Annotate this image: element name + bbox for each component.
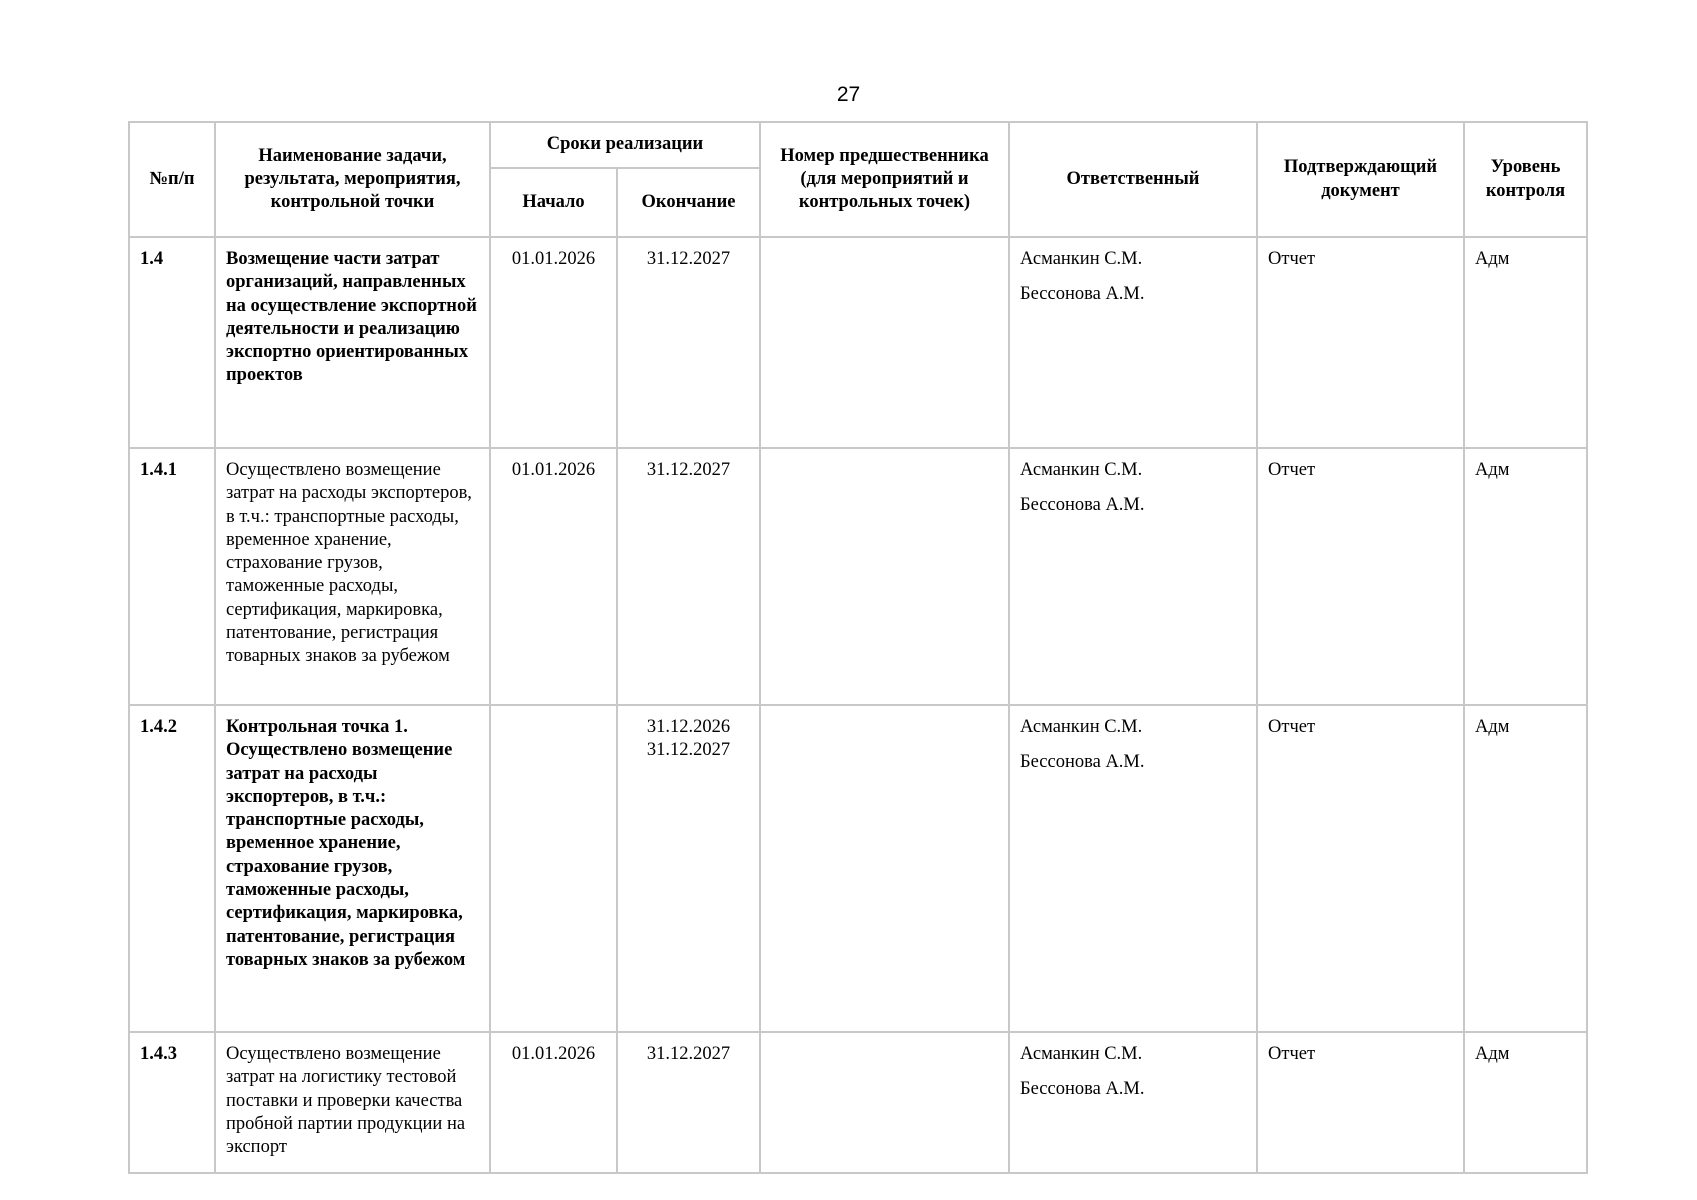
header-responsible: Ответственный: [1009, 122, 1257, 237]
row-document: Отчет: [1257, 448, 1464, 705]
row-end-date-2: 31.12.2027: [646, 740, 731, 761]
row-responsible: [1009, 237, 1257, 448]
row-end: [617, 237, 760, 448]
responsible-person: Бессонова А.М.: [1020, 752, 1145, 773]
row-start: 01.01.2026: [490, 448, 617, 705]
responsible-person: Бессонова А.М.: [1020, 1079, 1145, 1100]
row-end: [617, 1032, 760, 1173]
row-start: [490, 705, 617, 1032]
row-predecessor: [760, 1032, 1009, 1173]
row-level: Адм: [1464, 448, 1587, 705]
responsible-person: Асманкин С.М.: [1020, 249, 1143, 269]
table-row: [129, 237, 1587, 448]
table-row: [129, 448, 1587, 705]
row-level: Адм: [1464, 705, 1587, 1032]
row-predecessor: [760, 448, 1009, 705]
row-end-date: 31.12.2027: [646, 460, 731, 480]
row-start: 01.01.2026: [490, 1032, 617, 1173]
table-row: [129, 705, 1587, 1032]
row-end: [617, 448, 760, 705]
header-predecessor: Номер предшественника (для мероприятий и контрольных точек): [760, 122, 1009, 237]
table-header: [129, 122, 1587, 237]
row-name: Осуществлено возмещение затрат на логистику тестовой поставки и проверки качества пробной партии продукции на экспорт: [215, 1032, 490, 1173]
row-end-date: 31.12.2027: [646, 1044, 731, 1064]
row-responsible: [1009, 1032, 1257, 1173]
row-name: Контрольная точка 1. Осуществлено возмещение затрат на расходы экспортеров, в т.ч.: транспортные расходы, временное хранение, страхование грузов, таможенные расходы, сертификация, маркировка, патентование, регистрация товарных знаков за рубежом: [215, 705, 490, 1032]
row-document: Отчет: [1257, 705, 1464, 1032]
row-responsible: [1009, 705, 1257, 1032]
row-end-date: 31.12.2026: [646, 717, 731, 737]
responsible-person: Асманкин С.М.: [1020, 717, 1143, 737]
row-name: Осуществлено возмещение затрат на расходы экспортеров, в т.ч.: транспортные расходы, временное хранение, страхование грузов, таможенные расходы, сертификация, маркировка, патентование, регистрация товарных знаков за рубежом: [215, 448, 490, 705]
responsible-person: Бессонова А.М.: [1020, 284, 1145, 305]
row-name: Возмещение части затрат организаций, направленных на осуществление экспортной деятельности и реализацию экспортно ориентированных проектов: [215, 237, 490, 448]
header-document: Подтверждающий документ: [1257, 122, 1464, 237]
row-end: [617, 705, 760, 1032]
row-start: 01.01.2026: [490, 237, 617, 448]
header-start: Начало: [490, 168, 617, 237]
row-num: 1.4: [129, 237, 215, 448]
row-num: 1.4.2: [129, 705, 215, 1032]
header-period: Сроки реализации: [490, 122, 760, 168]
row-level: Адм: [1464, 237, 1587, 448]
header-name: Наименование задачи, результата, мероприятия, контрольной точки: [215, 122, 490, 237]
header-num: №п/п: [129, 122, 215, 237]
row-document: Отчет: [1257, 1032, 1464, 1173]
header-level: Уровень контроля: [1464, 122, 1587, 237]
responsible-person: Асманкин С.М.: [1020, 1044, 1143, 1064]
table-row: [129, 1032, 1587, 1173]
header-end: Окончание: [617, 168, 760, 237]
responsible-person: Асманкин С.М.: [1020, 460, 1143, 480]
page-number: 27: [836, 83, 861, 106]
responsible-person: Бессонова А.М.: [1020, 495, 1145, 516]
row-responsible: [1009, 448, 1257, 705]
row-level: Адм: [1464, 1032, 1587, 1173]
row-num: 1.4.3: [129, 1032, 215, 1173]
plan-table: [128, 121, 1588, 1174]
row-end-date: 31.12.2027: [646, 249, 731, 269]
row-predecessor: [760, 237, 1009, 448]
row-predecessor: [760, 705, 1009, 1032]
row-num: 1.4.1: [129, 448, 215, 705]
row-document: Отчет: [1257, 237, 1464, 448]
